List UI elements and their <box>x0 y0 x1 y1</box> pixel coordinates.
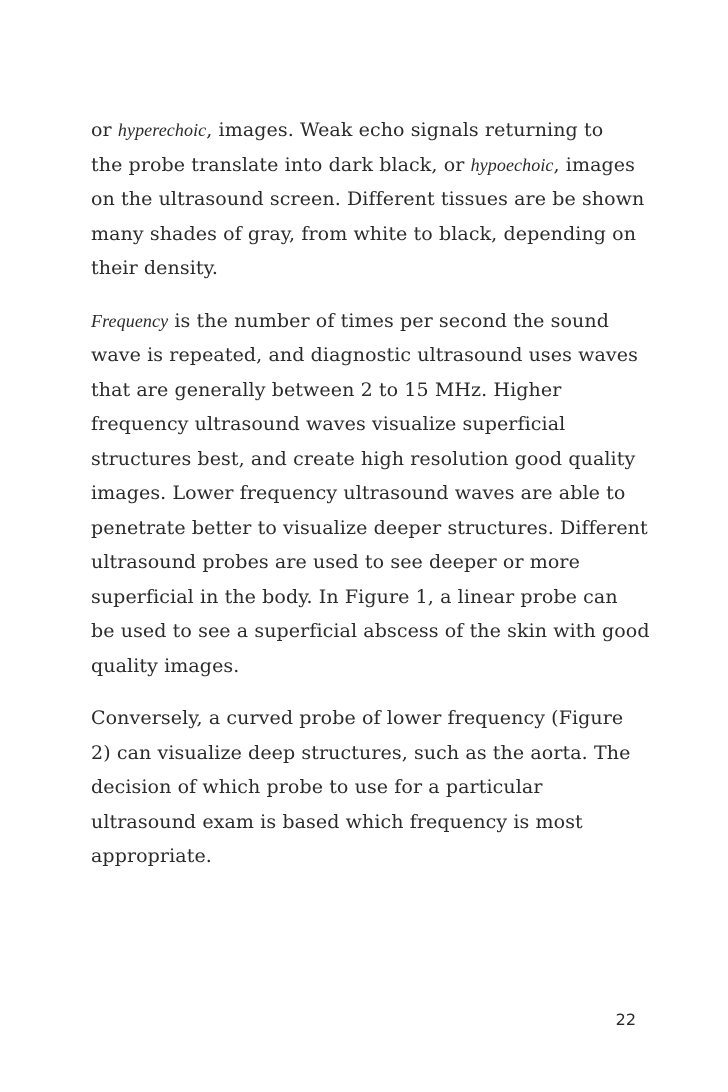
text-line <box>91 113 651 148</box>
text-line <box>91 182 651 217</box>
page-number: 22 <box>615 1010 636 1029</box>
text-run: , images <box>553 153 635 176</box>
paragraph <box>91 304 651 684</box>
text-line <box>91 736 651 771</box>
text-line <box>91 407 651 442</box>
paragraph <box>91 113 651 286</box>
text-line <box>91 545 651 580</box>
text-run: frequency ultrasound waves visualize superficial <box>91 413 566 435</box>
text-run: be used to see a superficial abscess of the skin with good <box>91 620 650 642</box>
text-line <box>91 373 651 408</box>
text-run: , images. Weak echo signals returning to <box>206 119 604 141</box>
text-line <box>91 580 651 615</box>
text-line <box>91 304 651 339</box>
text-line <box>91 251 651 286</box>
text-line <box>91 338 651 373</box>
text-run: appropriate. <box>91 845 212 867</box>
text-run: structures best, and create high resolution good quality <box>91 447 636 470</box>
italic-term: Frequency <box>91 310 169 331</box>
page-body <box>91 113 651 874</box>
text-line <box>91 805 651 840</box>
text-line <box>91 614 651 649</box>
text-line <box>91 839 651 874</box>
text-line <box>91 442 651 477</box>
text-run: wave is repeated, and diagnostic ultrasound uses waves <box>91 344 638 366</box>
text-line <box>91 217 651 252</box>
text-run: ultrasound probes are used to see deeper or more <box>91 551 580 573</box>
text-run: many shades of gray, from white to black, depending on <box>91 222 637 245</box>
text-run: or <box>91 119 118 141</box>
paragraph-gap <box>91 683 651 701</box>
text-run: penetrate better to visualize deeper structures. Different <box>91 516 648 539</box>
text-run: images. Lower frequency ultrasound waves are able to <box>91 482 626 504</box>
text-run: 2) can visualize deep structures, such as the aorta. The <box>91 741 631 764</box>
text-run: on the ultrasound screen. Different tissues are be shown <box>91 188 645 210</box>
text-line <box>91 476 651 511</box>
text-line <box>91 649 651 684</box>
text-line <box>91 148 651 183</box>
text-line <box>91 701 651 736</box>
text-run: superficial in the body. In Figure 1, a linear probe can <box>91 585 618 608</box>
text-run: decision of which probe to use for a particular <box>91 776 543 798</box>
text-line <box>91 511 651 546</box>
text-run: that are generally between 2 to 15 MHz. Higher <box>91 378 562 401</box>
paragraph-gap <box>91 286 651 304</box>
italic-term: hypoechoic <box>470 154 554 175</box>
text-line <box>91 770 651 805</box>
text-run: their density. <box>91 257 219 279</box>
italic-term: hyperechoic <box>117 120 207 140</box>
text-run: Conversely, a curved probe of lower frequency (Figure <box>91 707 624 729</box>
text-run: quality images. <box>91 654 240 677</box>
paragraph <box>91 701 651 874</box>
text-run: ultrasound exam is based which frequency is most <box>91 810 583 833</box>
text-run: is the number of times per second the sound <box>168 309 609 332</box>
text-run: the probe translate into dark black, or <box>91 153 471 176</box>
